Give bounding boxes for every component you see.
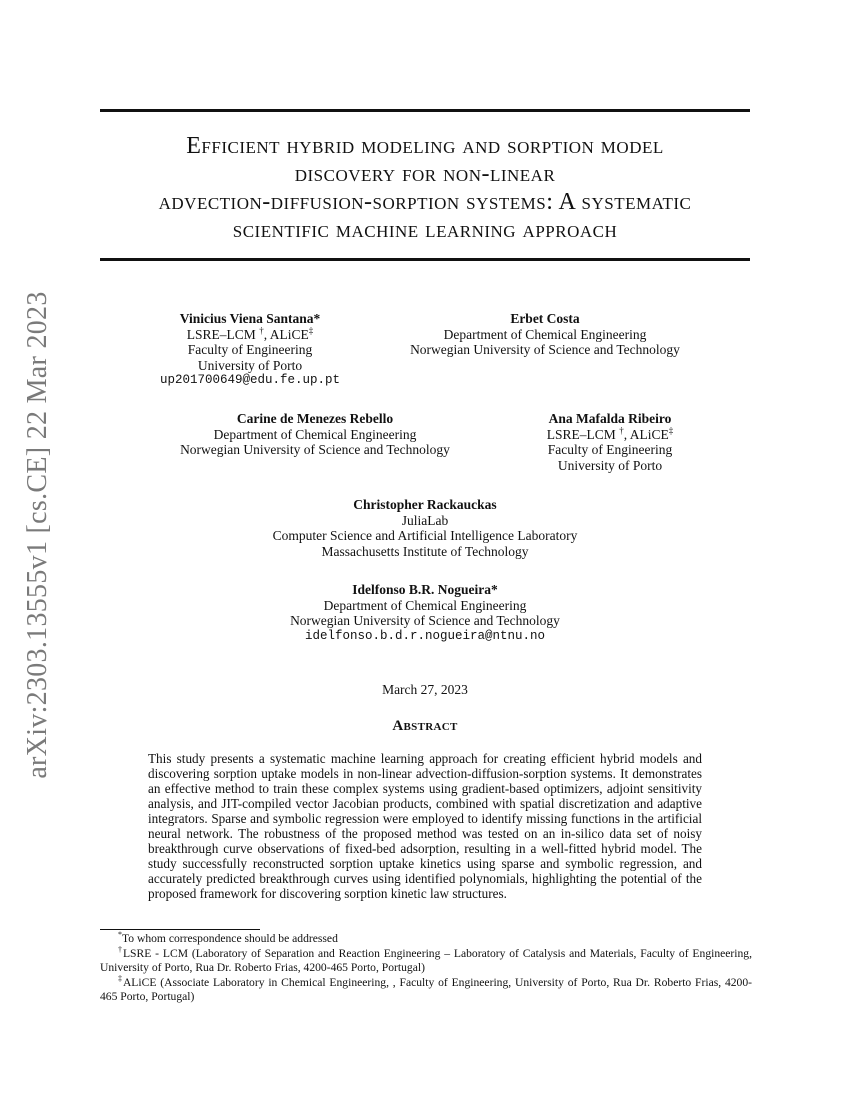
footnote-text: ALiCE (Associate Laboratory in Chemical Engineering, , Faculty of Engineering, University of Porto, Rua Dr. Roberto Frias, 4200-465 Porto, Portugal) [100,975,752,1003]
title-line: Efficient hybrid modeling and sorption model [186,133,664,159]
title-line: scientific machine learning approach [232,217,618,243]
author-email[interactable]: up201700649@edu.fe.up.pt [159,373,341,388]
title-rule-bottom [100,258,750,261]
author-affiliation: LSRE–LCM †, ALiCE‡ [186,325,314,342]
footnote [100,944,752,976]
arxiv-identifier-text: arXiv:2303.13555v1 [cs.CE] 22 Mar 2023 [22,291,53,779]
author-block-ribeiro [510,411,710,473]
author-affiliation: LSRE–LCM †, ALiCE‡ [546,425,674,442]
arxiv-identifier-stamp [18,292,58,778]
paper-date: March 27, 2023 [382,682,468,697]
author-block-rebello [150,411,480,458]
author-name: Carine de Menezes Rebello [236,411,394,426]
author-name: Ana Mafalda Ribeiro [548,411,672,426]
author-block-rackauckas [225,497,625,559]
author-department: Department of Chemical Engineering [443,326,647,342]
footnote-mark: * [118,930,122,940]
title-line: discovery for non-linear [294,161,556,187]
author-university: Norwegian University of Science and Technology [180,442,450,458]
author-university: Massachusetts Institute of Technology [321,543,529,559]
author-block-nogueira [260,582,590,644]
author-block-santana [140,311,360,389]
author-university: Norwegian University of Science and Technology [290,613,560,629]
abstract-heading: Abstract [392,718,458,734]
abstract-body: This study presents a systematic machine learning approach for creating efficient hybrid models and discovering sorption uptake models in non-linear advection-diffusion-sorption systems. It demonstrates an effective method to train these complex systems using gradient-based optimizers, adjoint sensitivity analysis, and JIT-compiled vector Jacobian products, combined with spatial discretization and adaptive integrators. Sparse and symbolic regression were employed to identify missing functions in the artificial neural network. The robustness of the proposed method was tested on an in-silico data set of noisy breakthrough curve observations of fixed-bed adsorption, resulting in a well-fitted hybrid model. The study successfully reconstructed sorption uptake kinetics using sparse and symbolic regression, and accurately predicted breakthrough curves using identified polynomials, highlighting the potential of the proposed framework for discovering sorption kinetic law structures. [148,751,702,901]
double-dagger-mark: ‡ [308,325,314,336]
author-name: Christopher Rackauckas [353,497,497,512]
footnote-mark: † [118,944,123,954]
title-rule-top [100,109,750,112]
dagger-mark: † [259,325,264,336]
double-dagger-mark: ‡ [668,425,674,436]
title-line: advection-diffusion-sorption systems: A systematic [158,189,692,215]
author-faculty: Faculty of Engineering [547,442,673,458]
author-department: Department of Chemical Engineering [213,426,417,442]
author-name: Vinicius Viena Santana* [179,311,321,326]
author-university: University of Porto [197,357,303,373]
paper-title [100,132,750,244]
footnote-separator [100,929,260,930]
author-name: Idelfonso B.R. Nogueira* [352,582,498,597]
author-faculty: Faculty of Engineering [187,342,313,358]
dagger-mark: † [619,425,624,436]
footnotes [100,932,752,1005]
author-university: Norwegian University of Science and Technology [410,342,680,358]
author-university: University of Porto [557,457,663,473]
author-department: Department of Chemical Engineering [323,597,527,613]
footnote [100,932,752,947]
author-department: Computer Science and Artificial Intelligence Laboratory [272,528,578,544]
footnote-text: To whom correspondence should be addressed [122,932,338,945]
author-block-costa [380,311,710,358]
author-lab: JuliaLab [401,512,449,528]
author-name: Erbet Costa [510,311,580,326]
footnote-mark: ‡ [118,973,123,983]
author-email[interactable]: idelfonso.b.d.r.nogueira@ntnu.no [304,628,546,643]
footnote-text: LSRE - LCM (Laboratory of Separation and Reaction Engineering – Laboratory of Catalysis and Materials, Faculty of Engineering, University of Porto, Rua Dr. Roberto Frias, 4200-465 Porto, Portugal) [100,946,752,974]
footnote [100,973,752,1005]
